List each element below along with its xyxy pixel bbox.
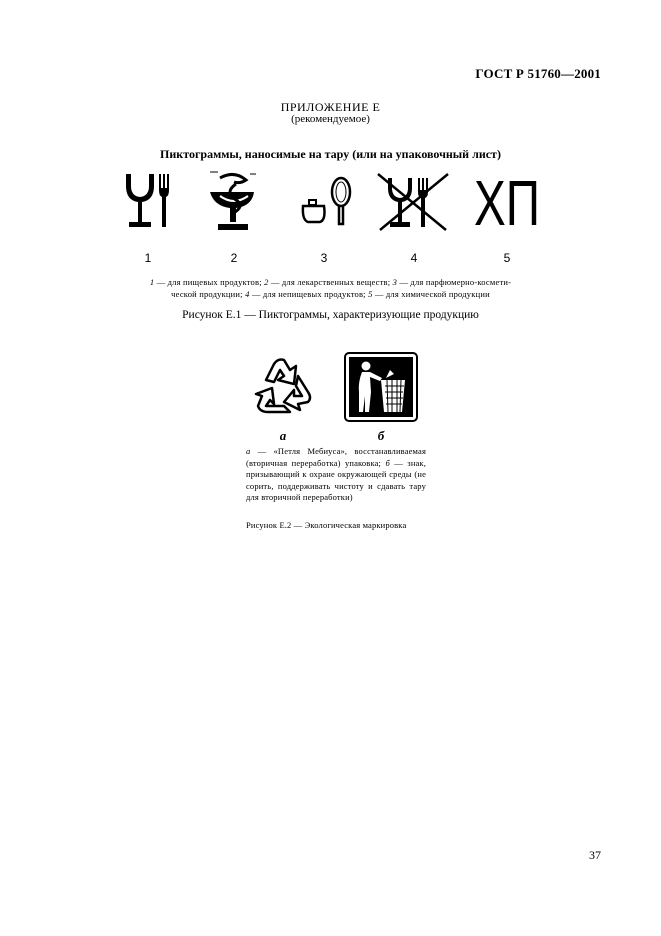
perfume-mirror-icon (298, 172, 356, 228)
page-number: 37 (589, 848, 601, 862)
pictogram-number-3: 3 (320, 251, 328, 265)
recycling-mobius-icon (244, 350, 320, 427)
figure2-caption: Рисунок Е.2 — Экологическая маркировка (246, 520, 407, 530)
pictogram-number-1: 1 (144, 251, 152, 265)
pictogram-number-5: 5 (503, 251, 511, 265)
section-heading: Пиктограммы, наносимые на тару (или на упаковочный лист) (160, 147, 501, 161)
figure1-legend-line2: ческой продукции; 4 — для непищевых продуктов; 5 — для химической продукции (171, 289, 490, 299)
bowl-snake-icon (206, 172, 262, 232)
annex-subtitle: (рекомендуемое) (291, 113, 370, 125)
figure2-letter-a: а (279, 428, 287, 443)
chemical-letters-text: ХП (474, 167, 540, 239)
pictogram-number-4: 4 (410, 251, 418, 265)
pictogram-number-2: 2 (230, 251, 238, 265)
tidy-man-bin-icon (344, 352, 418, 427)
annex-title: ПРИЛОЖЕНИЕ Е (280, 100, 381, 114)
glass-fork-icon (120, 172, 176, 230)
standard-number: ГОСТ Р 51760—2001 (475, 66, 601, 81)
figure2-legend: а — «Петля Мебиуса», восстанавливаемая (вторичная переработка) упаковка; б — знак, призывающий к охране окружающей среды (не сорить, поддерживать чистоту и сдавать тару для вторичной переработки) (246, 446, 426, 502)
figure1-caption: Рисунок Е.1 — Пиктограммы, характеризующие продукцию (182, 309, 479, 321)
chemical-letters-icon (474, 167, 544, 239)
crossed-glass-fork-icon (374, 172, 452, 232)
figure1-legend-line1: 1 — для пищевых продуктов; 2 — для лекарственных веществ; 3 — для парфюмерно-космети- (149, 277, 512, 287)
figure2-letter-b: б (377, 428, 385, 443)
